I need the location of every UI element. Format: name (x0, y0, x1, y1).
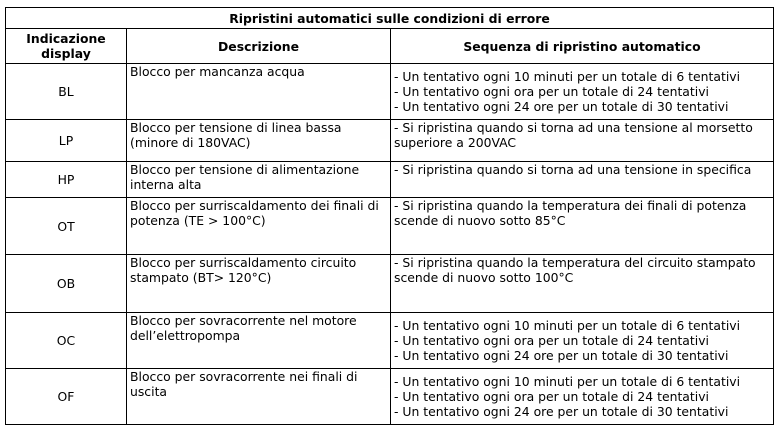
sequence-line: - Un tentativo ogni 10 minuti per un totale di 6 tentativi (394, 374, 741, 389)
table-row (6, 255, 774, 313)
sequence-line: - Un tentativo ogni 24 ore per un totale di 30 tentativi (394, 404, 729, 419)
display-code: OT (6, 198, 127, 255)
sequence-cell (391, 162, 774, 198)
table-row (6, 198, 774, 255)
sequence-line: - Un tentativo ogni 10 minuti per un totale di 6 tentativi (394, 69, 741, 84)
sequence-cell (391, 198, 774, 255)
sequence-line: - Un tentativo ogni 10 minuti per un totale di 6 tentativi (394, 318, 741, 333)
sequence-line: - Si ripristina quando la temperatura del circuito stampato scende di nuovo sotto 100°C (394, 255, 756, 285)
sequence-line: - Un tentativo ogni 24 ore per un totale di 30 tentativi (394, 348, 729, 363)
table-header-row (6, 29, 774, 64)
table-row (6, 369, 774, 425)
description-cell: Blocco per surriscaldamento dei finali di potenza (TE > 100°C) (127, 198, 391, 255)
header-description: Descrizione (127, 29, 391, 64)
sequence-line: - Si ripristina quando si torna ad una tensione in specifica (394, 162, 752, 177)
display-code: OF (6, 369, 127, 425)
display-code: BL (6, 64, 127, 120)
sequence-line: - Si ripristina quando si torna ad una tensione al morsetto superiore a 200VAC (394, 120, 753, 150)
description-cell: Blocco per sovracorrente nel motore dell’elettropompa (127, 313, 391, 369)
sequence-line: - Un tentativo ogni ora per un totale di 24 tentativi (394, 84, 709, 99)
display-code: HP (6, 162, 127, 198)
sequence-line: - Un tentativo ogni 24 ore per un totale di 30 tentativi (394, 99, 729, 114)
sequence-cell (391, 64, 774, 120)
display-code: LP (6, 120, 127, 162)
sequence-line: - Si ripristina quando la temperatura dei finali di potenza scende di nuovo sotto 85°C (394, 198, 747, 228)
table-row (6, 64, 774, 120)
sequence-line: - Un tentativo ogni ora per un totale di 24 tentativi (394, 333, 709, 348)
table-title: Ripristini automatici sulle condizioni di errore (6, 8, 774, 29)
table-row (6, 313, 774, 369)
description-cell: Blocco per tensione di linea bassa (minore di 180VAC) (127, 120, 391, 162)
table-row (6, 120, 774, 162)
description-cell: Blocco per sovracorrente nei finali di uscita (127, 369, 391, 425)
display-code: OB (6, 255, 127, 313)
description-cell: Blocco per tensione di alimentazione interna alta (127, 162, 391, 198)
sequence-cell (391, 255, 774, 313)
table-title-row (6, 8, 774, 29)
error-reset-table (5, 7, 774, 425)
description-cell: Blocco per surriscaldamento circuito stampato (BT> 120°C) (127, 255, 391, 313)
display-code: OC (6, 313, 127, 369)
sequence-line: - Un tentativo ogni ora per un totale di 24 tentativi (394, 389, 709, 404)
sequence-cell (391, 369, 774, 425)
description-cell: Blocco per mancanza acqua (127, 64, 391, 120)
table-row (6, 162, 774, 198)
header-display: Indicazione display (6, 29, 127, 64)
sequence-cell (391, 120, 774, 162)
sequence-cell (391, 313, 774, 369)
header-sequence: Sequenza di ripristino automatico (391, 29, 774, 64)
